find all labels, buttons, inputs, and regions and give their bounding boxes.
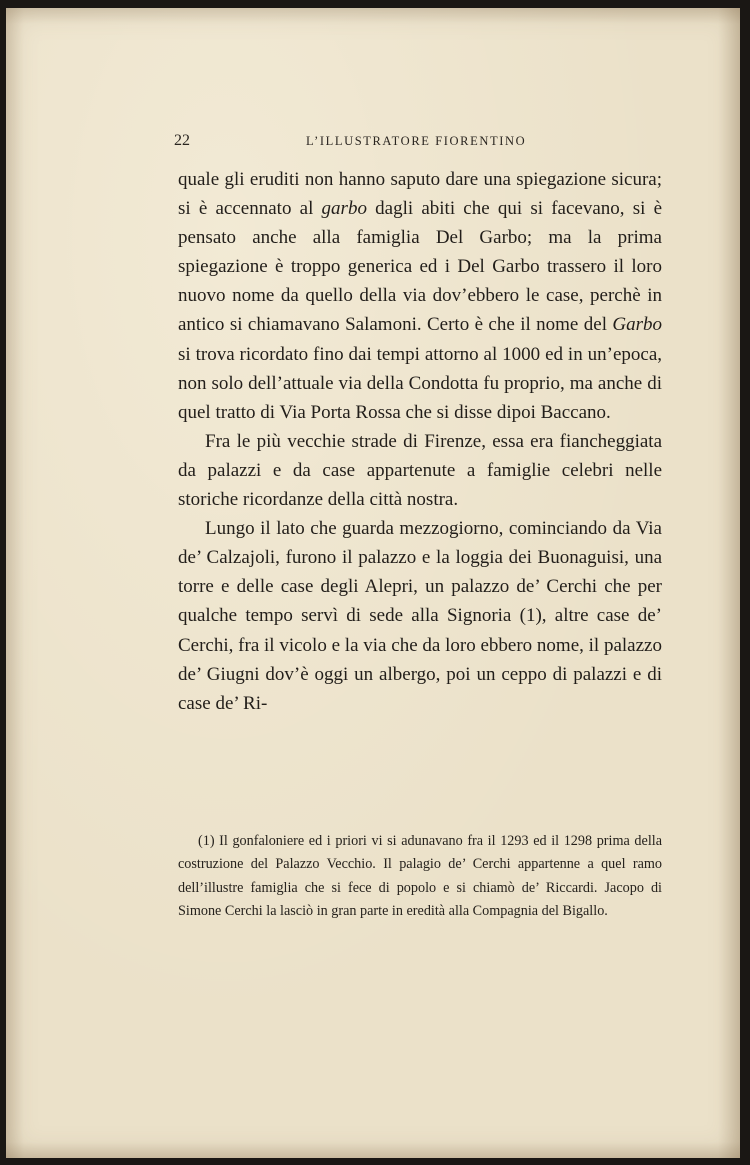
footnote-text: (1) Il gonfaloniere ed i priori vi si adunavano fra il 1293 ed il 1298 prima della costruzione del Palazzo Vecchio. Il palagio de’ Cerchi appartenne a quel ramo dell’illustre famiglia che si fece di popolo e si chiamò de’ Riccardi. Jacopo di Simone Cerchi la lasciò in gran parte in eredità alla Compagnia del Bigallo. <box>178 833 662 920</box>
paragraph-1-text-b: dagli abiti che qui si facevano, si è pensato anche alla famiglia Del Garbo; ma la prima spiegazione è troppo generica ed i Del Garbo trassero il loro nuovo nome da quello della via dov’ebbero le case, perchè in antico si chiamavano Salamoni. Certo è che il nome del <box>178 198 662 336</box>
paragraph-1-text-a: quale gli eruditi non hanno saputo dare una spiegazione sicura; si è accennato al <box>178 169 662 220</box>
page-number: 22 <box>174 132 190 149</box>
book-page <box>6 8 740 1158</box>
paragraph-1 <box>178 165 662 427</box>
page-header <box>174 132 661 154</box>
paragraph-1-text-c: si trova ricordato fino dai tempi attorno al 1000 ed in un’epoca, non solo dell’attuale via della Condotta fu proprio, ma anche di quel tratto di Via Porta Rossa che si disse dipoi Baccano. <box>178 343 662 423</box>
footnote <box>178 830 662 924</box>
paragraph-2: Fra le più vecchie strade di Firenze, essa era fiancheggiata da palazzi e da case appartenute a famiglie celebri nelle storiche ricordanze della città nostra. <box>178 430 662 511</box>
paragraph-3: Lungo il lato che guarda mezzogiorno, cominciando da Via de’ Calzajoli, furono il palazzo e la loggia dei Buonaguisi, una torre e delle case degli Alepri, un palazzo de’ Cerchi che per qualche tempo servì di sede alla Signoria (1), altre case de’ Cerchi, fra il vicolo e la via che da loro ebbero nome, il palazzo de’ Giugni dov’è oggi un albergo, poi un ceppo di palazzi e di case de’ Ri- <box>178 518 662 714</box>
italic-garbo-name: Garbo <box>612 314 662 336</box>
italic-garbo: garbo <box>321 198 367 220</box>
body-text <box>178 165 662 718</box>
running-title: L’ILLUSTRATORE FIORENTINO <box>306 134 527 148</box>
